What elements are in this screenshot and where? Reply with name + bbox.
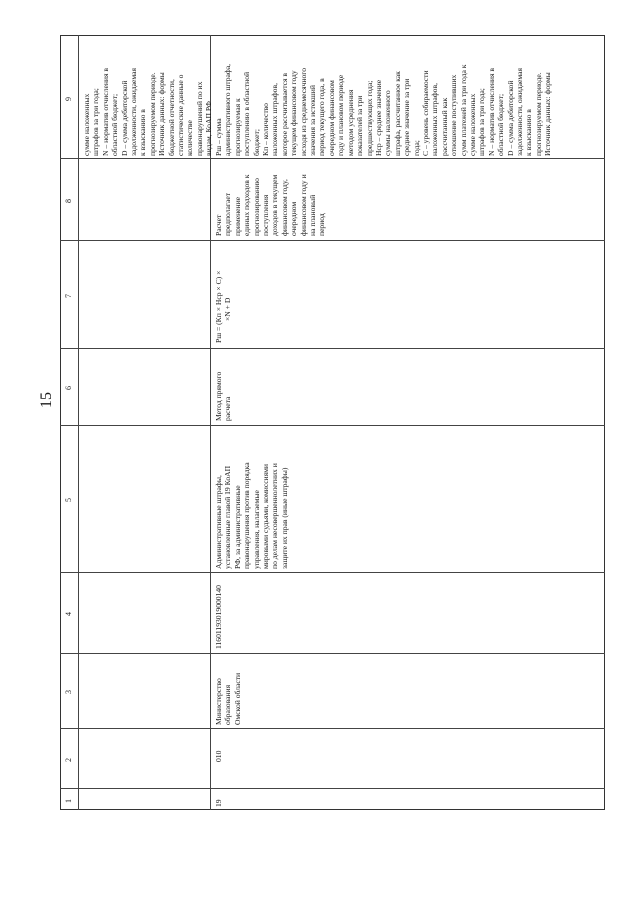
col-number-4: 4 xyxy=(64,612,73,616)
text-line: D – сумма дебиторской xyxy=(119,80,129,156)
text-line: прогнозируемая к xyxy=(232,98,242,156)
text-line: сумме наложенных xyxy=(82,93,91,156)
text-line: период текущего года, в xyxy=(317,78,327,156)
text-line: административного штрафа, xyxy=(223,63,233,156)
col-number-2: 2 xyxy=(64,758,73,762)
text-line: бюджет; xyxy=(251,129,261,156)
text-line: образования xyxy=(223,684,233,725)
text-line: Источник данных: формы xyxy=(157,72,167,156)
text-line: штрафов за три года; xyxy=(91,88,101,156)
col-number-1: 1 xyxy=(64,799,73,803)
text-line: к взысканию в xyxy=(524,109,534,156)
text-line: на плановый xyxy=(308,194,318,236)
text-line: N – норматив отчисления в xyxy=(486,68,496,156)
text-line: Метод прямого xyxy=(214,371,223,421)
cell-algorithm xyxy=(214,174,327,236)
text-line: суммы наложенного xyxy=(383,90,393,156)
text-line: очередном xyxy=(289,201,299,236)
header-divider xyxy=(78,35,79,810)
text-line: года; xyxy=(411,140,421,156)
cell-kbk xyxy=(214,585,223,649)
text-line: финансовом году и xyxy=(298,174,308,236)
col-sep-9-8 xyxy=(60,158,605,159)
text-line: областной бюджет; xyxy=(110,93,120,156)
text-line: значения за истекший xyxy=(308,85,318,156)
text-line: предполагает xyxy=(223,192,233,236)
col-sep-5-4 xyxy=(60,572,605,573)
cell-col9-continuation xyxy=(82,68,214,156)
text-line: период xyxy=(317,213,327,236)
col-number-3: 3 xyxy=(64,690,73,694)
col-number-8: 8 xyxy=(64,199,73,203)
text-line: видам, КоАП РФ xyxy=(204,101,214,156)
text-line: исходя из среднемесячного xyxy=(298,67,308,156)
text-line: предшествующих года; xyxy=(364,80,374,156)
col-sep-8-7 xyxy=(60,240,605,241)
text-line: штрафов за три года; xyxy=(477,88,487,156)
text-line: С – уровень собираемости xyxy=(420,70,430,156)
cell-ministry xyxy=(214,673,242,725)
col-number-5: 5 xyxy=(64,498,73,502)
text-line: D – сумма дебиторской xyxy=(505,80,515,156)
text-line: областной бюджет; xyxy=(496,93,506,156)
text-line: среднее значение за три xyxy=(402,78,412,156)
text-line: поступлению в областной xyxy=(242,71,252,156)
text-line: N – норматив отчисления в xyxy=(100,68,110,156)
text-line: 11601193019000140 xyxy=(214,585,223,649)
text-line: мировыми судьями, комиссиями xyxy=(261,464,271,569)
text-line: году и плановом периоде xyxy=(336,74,346,156)
col-number-6: 6 xyxy=(64,386,73,390)
cell-income-name xyxy=(214,462,289,569)
text-line: задолженности, ожидаемая xyxy=(515,67,524,156)
text-line: методом усреднения xyxy=(345,89,355,156)
text-line: 19 xyxy=(214,799,223,807)
text-line: количестве xyxy=(185,120,195,156)
text-line: поступления xyxy=(261,194,271,236)
text-line: сумме наложенных xyxy=(467,93,477,156)
col-number-9: 9 xyxy=(64,97,73,101)
text-line: Расчет xyxy=(214,214,223,236)
text-line: Нср – среднее значение xyxy=(373,79,383,156)
text-line: штрафа, рассчитанное как xyxy=(392,71,402,156)
text-line: прогнозированию xyxy=(251,178,261,236)
text-line: правонарушения против порядка xyxy=(242,462,252,569)
rotated-table xyxy=(60,35,605,810)
col-sep-3-2 xyxy=(60,728,605,729)
text-line: текущем финансовом году xyxy=(289,70,299,156)
text-line: прогнозируемом периоде. xyxy=(147,72,157,156)
text-line: по делам несовершеннолетних и xyxy=(270,463,280,569)
text-line: которое рассчитывается в xyxy=(279,72,289,156)
text-line: финансовом году, xyxy=(279,179,289,236)
text-line: РФ, за административные xyxy=(232,485,242,569)
text-line: правонарушений по их xyxy=(194,81,204,156)
text-line: Рш = (Кп × Нср × С) × xyxy=(214,270,223,343)
text-line: установленные главой 19 КоАП xyxy=(223,465,233,569)
cell-description xyxy=(214,64,553,156)
text-line: сумм платежей за три года к xyxy=(458,64,468,156)
text-line: Омской области xyxy=(232,672,242,725)
col-number-7: 7 xyxy=(64,294,73,298)
col-sep-7-6 xyxy=(60,348,605,349)
text-line: к взысканию в xyxy=(138,109,148,156)
cell-method xyxy=(214,372,233,421)
col-sep-6-5 xyxy=(60,425,605,426)
text-line: прогнозируемом периоде. xyxy=(533,72,543,156)
text-line: защите их прав (иные штрафы) xyxy=(279,467,289,569)
text-line: рассчитанный как xyxy=(439,97,449,156)
text-line: Административные штрафы, xyxy=(214,475,223,569)
text-line: наложенных штрафов, xyxy=(430,83,440,156)
text-line: бюджетной отчетности, xyxy=(166,79,176,156)
text-line: доходов в текущем xyxy=(270,174,280,236)
page-number: 15 xyxy=(38,392,55,408)
text-line: отношение поступивших xyxy=(449,74,459,156)
text-line: показателей за три xyxy=(355,95,365,156)
text-line: Кп – количество xyxy=(261,103,271,156)
text-line: Министерство xyxy=(214,678,223,725)
text-line: единых подходов к xyxy=(242,174,252,236)
cell-row-number xyxy=(214,799,223,807)
col-sep-2-1 xyxy=(60,788,605,789)
text-line: Рш – сумма xyxy=(214,118,223,156)
text-line: наложенных штрафов, xyxy=(270,83,280,156)
cell-formula xyxy=(214,271,233,343)
text-line: ×N + D xyxy=(223,297,233,321)
text-line: расчета xyxy=(223,396,233,421)
cell-code xyxy=(214,751,223,762)
text-line: управления, налагаемые xyxy=(251,490,261,569)
col-sep-4-3 xyxy=(60,653,605,654)
text-line: 010 xyxy=(214,750,223,762)
text-line: очередном финансовом xyxy=(326,80,336,156)
text-line: статистические данные о xyxy=(176,74,186,156)
text-line: задолженности, ожидаемая xyxy=(129,67,139,156)
text-line: Источник данных: формы xyxy=(543,72,553,156)
text-line: применение xyxy=(232,196,242,236)
